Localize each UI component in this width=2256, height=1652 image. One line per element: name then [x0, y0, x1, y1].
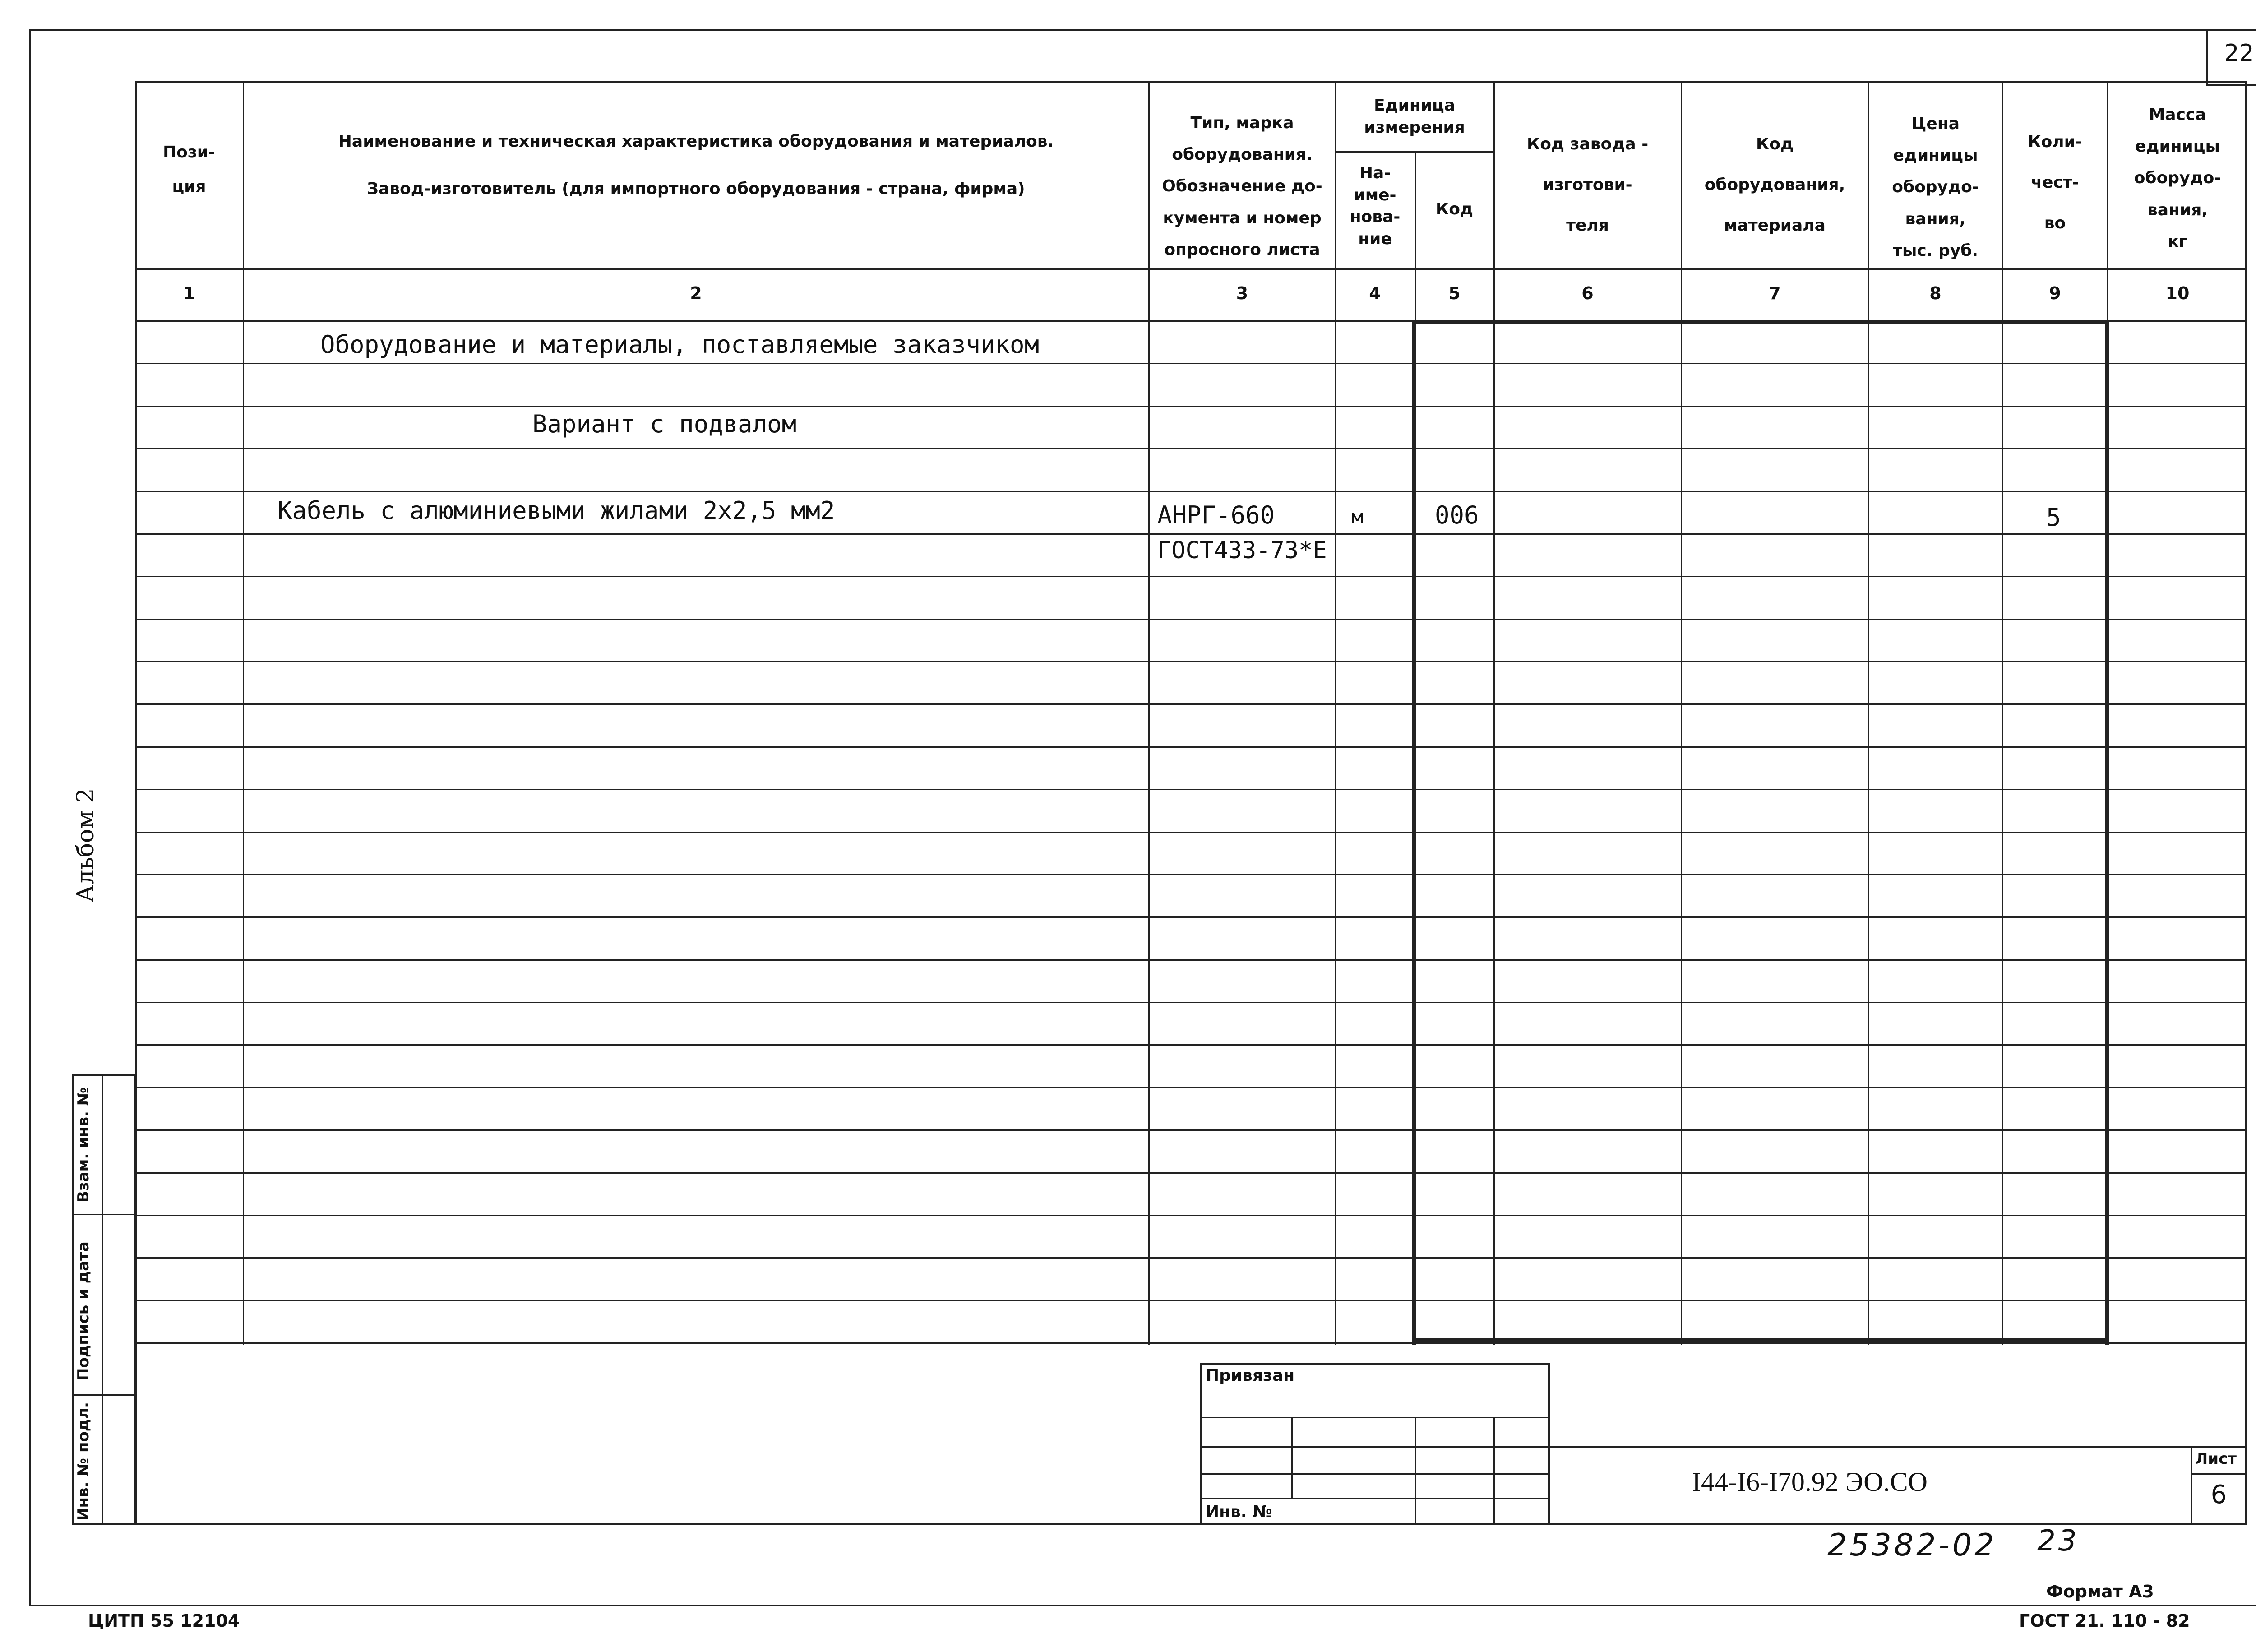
table-row	[135, 1172, 2247, 1174]
table-row	[135, 874, 2247, 875]
col-line-3	[1335, 81, 1336, 1345]
header-mass: Масса единицы оборудо- вания, кг	[2134, 106, 2221, 251]
item-quantity: 5	[2046, 503, 2061, 532]
table-row	[135, 1002, 2247, 1003]
privyazan-col-1	[1291, 1417, 1293, 1498]
item-unit-code: 006	[1435, 501, 1479, 529]
item-type-line1: АНРГ-660	[1157, 501, 1275, 529]
header-position: Пози- ция	[163, 143, 215, 196]
archive-number: 25382-02	[1827, 1527, 1997, 1563]
list-box-divider	[2191, 1473, 2247, 1475]
header-unit-code: Код	[1435, 200, 1474, 218]
binding-strip-line-2	[72, 1394, 135, 1396]
table-row	[135, 406, 2247, 407]
binding-strip-line-1	[72, 1214, 135, 1215]
table-row	[135, 619, 2247, 620]
album-label: Альбом 2	[72, 788, 99, 902]
binding-strip-divider	[102, 1074, 103, 1525]
table-row	[135, 789, 2247, 790]
item-type-line2: ГОСТ433-73*Е	[1157, 537, 1327, 564]
thick-right	[2105, 320, 2109, 1345]
podpis-data-label: Подпись и дата	[74, 1241, 92, 1381]
header-type: Тип, марка оборудования. Обозначение до- кумента и номер опросного листа	[1162, 114, 1322, 259]
table-row	[135, 1087, 2247, 1088]
privyazan-line-3	[1200, 1473, 1550, 1475]
table-row	[135, 746, 2247, 748]
unit-group-line	[1335, 151, 1495, 153]
privyazan-line-2	[1200, 1446, 1550, 1448]
footer-left: ЦИТП 55 12104	[88, 1611, 240, 1631]
footer-format: Формат А3	[2046, 1582, 2154, 1601]
table-row	[135, 1129, 2247, 1131]
table-row	[135, 448, 2247, 449]
col-number-9: 9	[2049, 283, 2061, 303]
privyazan-label: Привязан	[1206, 1366, 1295, 1385]
col-line-1	[243, 81, 244, 1345]
header-quantity: Коли- чест- во	[2028, 133, 2082, 232]
table-row	[135, 959, 2247, 961]
privyazan-line-4	[1200, 1498, 1550, 1499]
col-number-5: 5	[1448, 283, 1461, 303]
table-row	[135, 363, 2247, 364]
privyazan-col-2	[1415, 1417, 1416, 1525]
variant-title: Вариант с подвалом	[532, 410, 797, 438]
table-body-bottom	[135, 1342, 2247, 1344]
doc-code: I44-I6-I70.92 ЭО.СО	[1692, 1467, 1928, 1497]
table-row	[135, 1300, 2247, 1301]
table-row	[135, 832, 2247, 833]
header-price: Цена единицы оборудо- вания, тыс. руб.	[1892, 115, 1979, 260]
item-name: Кабель с алюминиевыми жилами 2х2,5 мм2	[277, 496, 835, 525]
table-row	[135, 661, 2247, 662]
table-row	[135, 491, 2247, 492]
thick-bottom	[1412, 1338, 2109, 1342]
thick-left	[1412, 320, 1416, 1345]
table-row	[135, 576, 2247, 577]
thick-top	[1412, 320, 2109, 324]
footer-gost: ГОСТ 21. 110 - 82	[2019, 1611, 2190, 1631]
inv-podl-label: Инв. № подл.	[74, 1402, 92, 1521]
col-line-7	[1868, 81, 1869, 1345]
header-factory-code: Код завода - изготови- теля	[1526, 135, 1649, 235]
col-number-10: 10	[2165, 283, 2190, 303]
header-equipment-code: Код оборудования, материала	[1704, 135, 1845, 235]
item-unit: м	[1351, 505, 1364, 528]
archive-page: 23	[2037, 1524, 2080, 1558]
doc-code-top-line	[1550, 1446, 2247, 1448]
table-row	[135, 916, 2247, 918]
header-unit-name: На- име- нова- ние	[1350, 164, 1401, 248]
table-row	[135, 1215, 2247, 1216]
col-number-2: 2	[690, 283, 702, 303]
privyazan-col-3	[1493, 1417, 1495, 1525]
header-unit-group: Единица измерения	[1364, 96, 1465, 137]
privyazan-box	[1200, 1363, 1550, 1525]
col-line-2	[1148, 81, 1150, 1345]
inv-no-label: Инв. №	[1206, 1503, 1272, 1521]
col-line-8	[2002, 81, 2003, 1345]
privyazan-line-1	[1200, 1417, 1550, 1418]
header-bottom-line	[135, 268, 2247, 270]
list-number: 6	[2210, 1480, 2227, 1509]
col-number-8: 8	[1929, 283, 1942, 303]
vzam-inv-label: Взам. инв. №	[74, 1087, 92, 1203]
section-title: Оборудование и материалы, поставляемые заказчиком	[320, 330, 1040, 359]
list-label: Лист	[2195, 1450, 2237, 1468]
col-line-6	[1681, 81, 1682, 1345]
col-number-7: 7	[1769, 283, 1781, 303]
col-line-5	[1493, 81, 1495, 1345]
col-number-3: 3	[1236, 283, 1248, 303]
page-number-top: 22	[2224, 40, 2254, 67]
table-row	[135, 703, 2247, 705]
col-number-6: 6	[1581, 283, 1594, 303]
table-row	[135, 533, 2247, 535]
table-row	[135, 1257, 2247, 1259]
header-name-line1: Наименование и техническая характеристика оборудования и материалов.	[338, 132, 1054, 151]
col-number-1: 1	[183, 283, 195, 303]
header-name-line2: Завод-изготовитель (для импортного оборудования - страна, фирма)	[367, 180, 1025, 198]
col-number-4: 4	[1369, 283, 1381, 303]
table-row	[135, 1044, 2247, 1046]
